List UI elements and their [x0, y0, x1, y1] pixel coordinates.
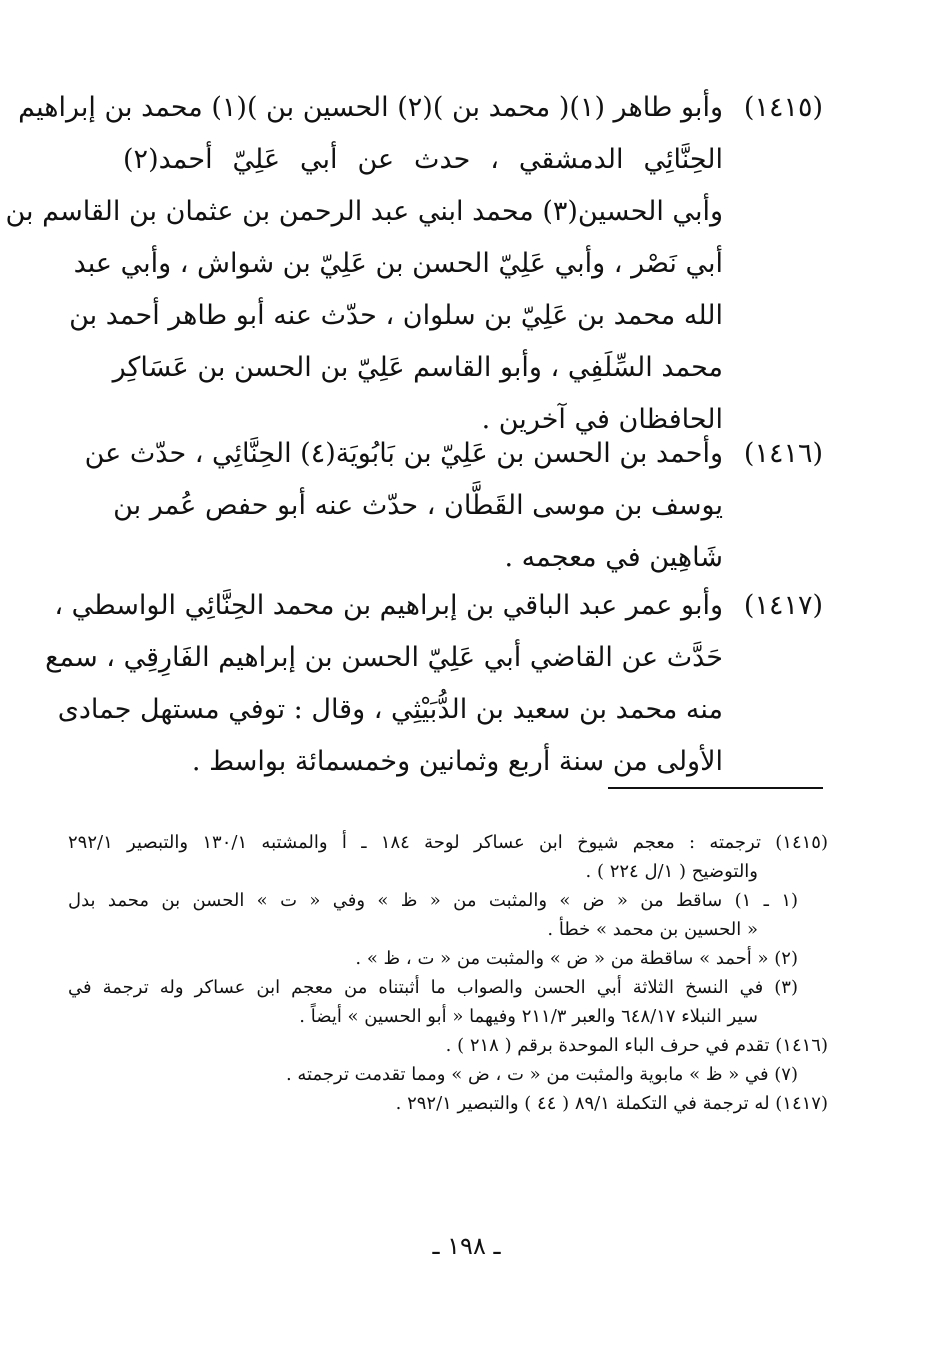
page-number: ـ ١٩٨ ـ: [432, 1232, 501, 1260]
entry-number: (١٤١٧): [743, 590, 823, 621]
entry-line: أبي نَصْر ، وأبي عَلِيّ الحسن بن عَلِيّ بن شواش ، وأبي عبد: [73, 248, 723, 279]
entry-line: يوسف بن موسى القَطَّان ، حدّث عنه أبو حفص عُمر بن: [113, 490, 723, 521]
entry-line: وأبو طاهر (١)( محمد بن )(٢) الحسين بن )(١) محمد بن إبراهيم: [18, 92, 723, 123]
footnote-line: (١٤١٧) له ترجمة في التكملة ٨٩/١ ( ٤٤ ) والتبصير ٢٩٢/١ .: [395, 1093, 828, 1114]
footnote-line: (١٤١٦) تقدم في حرف الباء الموحدة برقم ( ٢١٨ ) .: [445, 1035, 828, 1056]
entry-line: شَاهِين في معجمه .: [504, 542, 723, 573]
footnote-line: والتوضيح ( ١/ل ٢٢٤ ) .: [585, 861, 758, 882]
footnote-line: « الحسين بن محمد » خطأ .: [547, 919, 758, 940]
entry-number: (١٤١٥): [743, 92, 823, 123]
entry-line: وأبي الحسين(٣) محمد ابني عبد الرحمن بن عثمان بن القاسم بن: [5, 196, 723, 227]
footnote-line: (١ ـ ١) ساقط من « ض » والمثبت من « ظ » وفي « ت » الحسن بن محمد بدل: [68, 890, 799, 911]
biography-entry-1417: [45, 580, 823, 788]
footnote-divider: [608, 787, 823, 789]
footnote-1416: [68, 1031, 828, 1060]
entry-line: الله محمد بن عَلِيّ بن سلوان ، حدّث عنه أبو طاهر أحمد بن: [69, 300, 723, 331]
footnote-line: (١٤١٥) ترجمته : معجم شيوخ ابن عساكر لوحة ١٨٤ ـ أ والمشتبه ١٣٠/١ والتبصير ٢٩٢/١: [68, 832, 828, 853]
entry-line: محمد السِّلَفِي ، وأبو القاسم عَلِيّ بن الحسن بن عَسَاكِر: [112, 352, 723, 383]
footnote-line: (٢) « أحمد » ساقطة من « ض » والمثبت من « ت ، ظ » .: [355, 948, 798, 969]
footnote-7: [68, 1060, 798, 1089]
footnote-3: [68, 973, 798, 1031]
entry-line: وأبو عمر عبد الباقي بن إبراهيم بن محمد الحِنَّائِي الواسطي ،: [54, 590, 723, 621]
entry-line: الأولى من سنة أربع وثمانين وخمسمائة بواسط .: [191, 746, 723, 777]
entry-line: منه محمد بن سعيد بن الدُّبَيْثِي ، وقال : توفي مستهل جمادى: [57, 694, 723, 725]
footnotes: [68, 828, 828, 1118]
biography-entry-1416: [84, 428, 823, 584]
entry-line: وأحمد بن الحسن بن عَلِيّ بن بَابُويَة(٤) الحِنَّائِي ، حدّث عن: [84, 438, 723, 469]
entry-line: حَدَّث عن القاضي أبي عَلِيّ الحسن بن إبراهيم الفَارِقِي ، سمع: [45, 642, 723, 673]
footnote-1-1: [68, 886, 798, 944]
footnote-line: سير النبلاء ٦٤٨/١٧ والعبر ٢١١/٣ وفيهما « أبو الحسين » أيضاً .: [299, 1006, 758, 1027]
entry-line: الحافظان في آخرين .: [481, 404, 723, 435]
footnote-1417: [68, 1089, 828, 1118]
entry-number: (١٤١٦): [743, 438, 823, 469]
footnote-line: (٣) في النسخ الثلاثة أبي الحسن والصواب ما أثبتناه من معجم ابن عساكر وله ترجمة في: [68, 977, 798, 998]
footnote-2: [68, 944, 798, 973]
biography-entry-1415: [5, 82, 823, 446]
entry-line: الحِنَّائِي الدمشقي ، حدث عن أبي عَلِيّ أحمد(٢): [123, 144, 723, 175]
footnote-1415: [68, 828, 828, 886]
footnote-line: (٧) في « ظ » مابوية والمثبت من « ت ، ض » ومما تقدمت ترجمته .: [285, 1064, 798, 1085]
